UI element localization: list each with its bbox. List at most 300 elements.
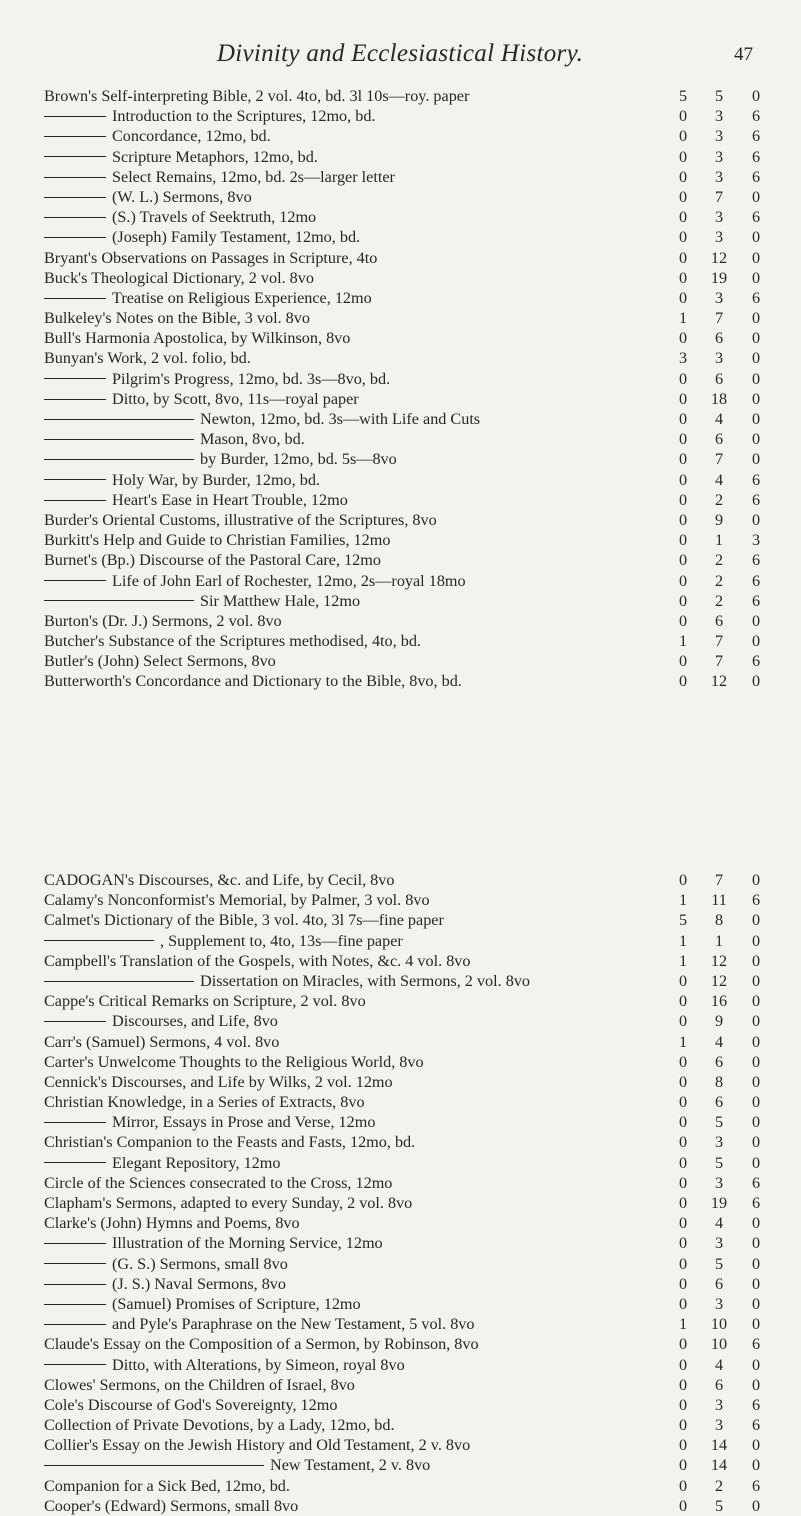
catalogue-entry: [0, 389, 801, 409]
price-pounds: 0: [678, 228, 688, 247]
price-shillings: 10: [710, 1335, 728, 1354]
price-pounds: 0: [678, 971, 688, 990]
price-pounds: 0: [678, 147, 688, 166]
catalogue-entry: [0, 1375, 801, 1395]
entry-title: [44, 429, 672, 449]
entry-title: [44, 328, 672, 348]
entry-title: [44, 910, 672, 930]
catalogue-entry: [0, 591, 801, 611]
entry-text: Burton's (Dr. J.) Sermons, 2 vol. 8vo: [44, 611, 282, 630]
entry-text: Companion for a Sick Bed, 12mo, bd.: [44, 1476, 290, 1495]
entry-title: [44, 931, 672, 951]
catalogue-entry: [0, 308, 801, 328]
price-shillings: 12: [710, 248, 728, 267]
price-pence: 0: [751, 309, 761, 328]
catalogue-entry: [0, 971, 801, 991]
entry-title: [44, 348, 672, 368]
page-number: 47: [734, 44, 753, 65]
price-pence: 0: [751, 951, 761, 970]
price-shillings: 9: [714, 510, 724, 529]
entry-title: [44, 167, 672, 187]
entry-title: [44, 1355, 672, 1375]
price-shillings: 8: [714, 911, 724, 930]
entry-text: Discourses, and Life, 8vo: [112, 1012, 278, 1031]
price-pounds: 0: [678, 369, 688, 388]
catalogue-entry: [0, 147, 801, 167]
price-shillings: 1: [714, 931, 724, 950]
entry-title: [44, 449, 672, 469]
entry-title: [44, 106, 672, 126]
entry-text: (J. S.) Naval Sermons, 8vo: [112, 1274, 286, 1293]
price-pounds: 0: [678, 1153, 688, 1172]
price-pence: 0: [751, 248, 761, 267]
price-shillings: 2: [714, 1476, 724, 1495]
entry-title: [44, 550, 672, 570]
catalogue-entry: [0, 571, 801, 591]
entry-text: and Pyle's Paraphrase on the New Testament, 5 vol. 8vo: [112, 1315, 475, 1334]
entry-title: [44, 971, 672, 991]
price-pounds: 0: [678, 1355, 688, 1374]
entry-text: Scripture Metaphors, 12mo, bd.: [112, 147, 318, 166]
price-shillings: 5: [714, 1153, 724, 1172]
ditto-rule: [44, 378, 106, 379]
price-pounds: 0: [678, 1476, 688, 1495]
price-pounds: 0: [678, 1072, 688, 1091]
entry-title: [44, 571, 672, 591]
catalogue-entry: [0, 328, 801, 348]
price-pence: 6: [751, 470, 761, 489]
price-pence: 0: [751, 1214, 761, 1233]
catalogue-entry: [0, 1112, 801, 1132]
price-pence: 0: [751, 228, 761, 247]
price-pounds: 0: [678, 992, 688, 1011]
price-shillings: 6: [714, 1375, 724, 1394]
ditto-rule: [44, 116, 106, 117]
price-pounds: 0: [678, 288, 688, 307]
price-shillings: 3: [714, 1173, 724, 1192]
entry-text: , Supplement to, 4to, 13s—fine paper: [160, 931, 403, 950]
entry-title: [44, 86, 672, 106]
ditto-rule: [44, 1021, 106, 1022]
entry-text: Butcher's Substance of the Scriptures methodised, 4to, bd.: [44, 632, 421, 651]
entry-text: Concordance, 12mo, bd.: [112, 127, 271, 146]
price-pence: 0: [751, 1436, 761, 1455]
entry-title: [44, 1173, 672, 1193]
price-pence: 6: [751, 1416, 761, 1435]
entry-title: [44, 631, 672, 651]
catalogue-entry: [0, 369, 801, 389]
price-shillings: 3: [714, 1133, 724, 1152]
entry-text: Calmet's Dictionary of the Bible, 3 vol. 4to, 3l 7s—fine paper: [44, 911, 444, 930]
price-pence: 0: [751, 1052, 761, 1071]
price-shillings: 4: [714, 1355, 724, 1374]
ditto-rule: [44, 1284, 106, 1285]
price-pence: 6: [751, 107, 761, 126]
price-pounds: 0: [678, 1214, 688, 1233]
price-shillings: 3: [714, 1294, 724, 1313]
catalogue-entry: [0, 248, 801, 268]
price-pounds: 0: [678, 871, 688, 889]
price-pence: 6: [751, 127, 761, 146]
ditto-rule: [44, 580, 106, 581]
price-pounds: 0: [678, 1234, 688, 1253]
catalogue-section-c: [0, 870, 801, 1516]
ditto-rule: [44, 479, 106, 480]
price-shillings: 12: [710, 951, 728, 970]
price-pounds: 0: [678, 430, 688, 449]
entry-text: Newton, 12mo, bd. 3s—with Life and Cuts: [200, 410, 481, 428]
price-pounds: 0: [678, 450, 688, 469]
catalogue-section-b: [0, 86, 801, 692]
catalogue-entry: [0, 1455, 801, 1475]
price-pence: 0: [751, 87, 761, 105]
price-shillings: 6: [714, 329, 724, 348]
price-pence: 0: [751, 611, 761, 630]
page-header: [0, 40, 801, 80]
price-pence: 6: [751, 1395, 761, 1414]
price-pence: 0: [751, 971, 761, 990]
price-shillings: 3: [714, 228, 724, 247]
catalogue-entry: [0, 890, 801, 910]
price-pence: 6: [751, 1476, 761, 1495]
entry-title: [44, 1011, 672, 1031]
ditto-rule: [44, 419, 194, 420]
entry-title: [44, 591, 672, 611]
price-pence: 0: [751, 1315, 761, 1334]
catalogue-entry: [0, 1415, 801, 1435]
price-pounds: 0: [678, 1395, 688, 1414]
price-pence: 6: [751, 147, 761, 166]
price-shillings: 12: [710, 672, 728, 691]
catalogue-entry: [0, 207, 801, 227]
ditto-rule: [44, 156, 106, 157]
ditto-rule: [44, 177, 106, 178]
price-pence: 6: [751, 1194, 761, 1212]
price-pence: 0: [751, 672, 761, 691]
price-pence: 0: [751, 268, 761, 287]
price-pence: 0: [751, 871, 761, 889]
entry-text: Collection of Private Devotions, by a Lady, 12mo, bd.: [44, 1416, 395, 1435]
price-shillings: 12: [710, 971, 728, 990]
price-pence: 3: [751, 531, 761, 550]
price-pounds: 0: [678, 1012, 688, 1031]
catalogue-entry: [0, 409, 801, 429]
price-shillings: 19: [710, 268, 728, 287]
price-shillings: 3: [714, 288, 724, 307]
entry-text: Burnet's (Bp.) Discourse of the Pastoral Care, 12mo: [44, 551, 381, 570]
price-shillings: 7: [714, 871, 724, 889]
entry-title: [44, 530, 672, 550]
price-pence: 0: [751, 510, 761, 529]
catalogue-entry: [0, 1355, 801, 1375]
ditto-rule: [44, 399, 106, 400]
entry-title: [44, 1314, 672, 1334]
entry-text: Mason, 8vo, bd.: [200, 430, 305, 449]
entry-title: [44, 611, 672, 631]
ditto-rule: [44, 1324, 106, 1325]
price-pence: 0: [751, 1456, 761, 1475]
price-pounds: 0: [678, 571, 688, 590]
price-pounds: 1: [678, 931, 688, 950]
price-shillings: 1: [714, 531, 724, 550]
price-shillings: 5: [714, 1113, 724, 1132]
price-shillings: 6: [714, 430, 724, 449]
catalogue-entry: [0, 550, 801, 570]
price-pence: 0: [751, 1093, 761, 1112]
price-pence: 6: [751, 551, 761, 570]
price-pounds: 1: [678, 1315, 688, 1334]
entry-title: [44, 991, 672, 1011]
ditto-rule: [44, 1364, 106, 1365]
price-shillings: 4: [714, 470, 724, 489]
entry-title: [44, 248, 672, 268]
entry-text: Select Remains, 12mo, bd. 2s—larger letter: [112, 167, 395, 186]
catalogue-entry: [0, 931, 801, 951]
price-pounds: 0: [678, 551, 688, 570]
ditto-rule: [44, 197, 106, 198]
entry-text: Claude's Essay on the Composition of a Sermon, by Robinson, 8vo: [44, 1335, 479, 1354]
entry-title: [44, 1375, 672, 1395]
entry-text: Brown's Self-interpreting Bible, 2 vol. 4to, bd. 3l 10s—roy. paper: [44, 87, 470, 105]
price-pence: 6: [751, 891, 761, 910]
entry-title: [44, 1395, 672, 1415]
entry-title: [44, 490, 672, 510]
entry-text: Clowes' Sermons, on the Children of Israel, 8vo: [44, 1375, 355, 1394]
price-pounds: 0: [678, 1456, 688, 1475]
ditto-rule: [44, 459, 194, 460]
entry-text: Bull's Harmonia Apostolica, by Wilkinson, 8vo: [44, 329, 351, 348]
entry-title: [44, 389, 672, 409]
entry-text: Mirror, Essays in Prose and Verse, 12mo: [112, 1113, 376, 1132]
price-pounds: 0: [678, 167, 688, 186]
price-shillings: 3: [714, 1234, 724, 1253]
catalogue-entry: [0, 1072, 801, 1092]
entry-text: Christian's Companion to the Feasts and Fasts, 12mo, bd.: [44, 1133, 416, 1152]
catalogue-entry: [0, 1193, 801, 1213]
price-shillings: 14: [710, 1436, 728, 1455]
ditto-rule: [44, 1304, 106, 1305]
entry-text: Ditto, with Alterations, by Simeon, royal 8vo: [112, 1355, 405, 1374]
entry-text: Ditto, by Scott, 8vo, 11s—royal paper: [112, 389, 359, 408]
entry-text: Clarke's (John) Hymns and Poems, 8vo: [44, 1214, 300, 1233]
ditto-rule: [44, 600, 194, 601]
price-pence: 6: [751, 591, 761, 610]
catalogue-entry: [0, 490, 801, 510]
catalogue-entry: [0, 910, 801, 930]
price-pounds: 0: [678, 1274, 688, 1293]
price-pounds: 0: [678, 1052, 688, 1071]
price-pence: 0: [751, 632, 761, 651]
price-shillings: 5: [714, 1254, 724, 1273]
price-pounds: 0: [678, 1375, 688, 1394]
ditto-rule: [44, 439, 194, 440]
price-pounds: 0: [678, 1173, 688, 1192]
catalogue-entry: [0, 530, 801, 550]
catalogue-entry: [0, 651, 801, 671]
ditto-rule: [44, 500, 106, 501]
price-pounds: 0: [678, 611, 688, 630]
entry-text: Burder's Oriental Customs, illustrative of the Scriptures, 8vo: [44, 510, 437, 529]
price-shillings: 8: [714, 1072, 724, 1091]
price-pence: 0: [751, 1012, 761, 1031]
catalogue-entry: [0, 470, 801, 490]
catalogue-entry: [0, 1476, 801, 1496]
price-pence: 0: [751, 1032, 761, 1051]
price-shillings: 7: [714, 187, 724, 206]
entry-title: [44, 651, 672, 671]
price-shillings: 2: [714, 490, 724, 509]
catalogue-entry: [0, 611, 801, 631]
catalogue-entry: [0, 1032, 801, 1052]
catalogue-entry: [0, 1092, 801, 1112]
price-pence: 0: [751, 1294, 761, 1313]
price-pounds: 0: [678, 1436, 688, 1455]
price-pounds: 5: [678, 911, 688, 930]
entry-title: [44, 870, 672, 890]
catalogue-entry: [0, 288, 801, 308]
price-pence: 0: [751, 369, 761, 388]
price-pounds: 0: [678, 591, 688, 610]
entry-text: Circle of the Sciences consecrated to the Cross, 12mo: [44, 1173, 393, 1192]
entry-title: [44, 1334, 672, 1354]
catalogue-entry: [0, 1435, 801, 1455]
price-shillings: 2: [714, 551, 724, 570]
price-shillings: 7: [714, 652, 724, 671]
entry-title: [44, 1092, 672, 1112]
catalogue-entry: [0, 1233, 801, 1253]
catalogue-entry: [0, 268, 801, 288]
catalogue-entry: [0, 1153, 801, 1173]
entry-text: by Burder, 12mo, bd. 5s—8vo: [200, 450, 397, 469]
entry-title: [44, 1476, 672, 1496]
entry-text: Clapham's Sermons, adapted to every Sunday, 2 vol. 8vo: [44, 1194, 413, 1212]
price-pounds: 1: [678, 951, 688, 970]
catalogue-entry: [0, 227, 801, 247]
entry-text: CADOGAN's Discourses, &c. and Life, by Cecil, 8vo: [44, 871, 395, 889]
catalogue-entry: [0, 126, 801, 146]
entry-title: [44, 1153, 672, 1173]
entry-text: Bryant's Observations on Passages in Scripture, 4to: [44, 248, 378, 267]
entry-title: [44, 951, 672, 971]
ditto-rule: [44, 298, 106, 299]
entry-title: [44, 1213, 672, 1233]
entry-text: Burkitt's Help and Guide to Christian Families, 12mo: [44, 531, 391, 550]
catalogue-entry: [0, 1173, 801, 1193]
price-shillings: 3: [714, 1395, 724, 1414]
price-shillings: 3: [714, 349, 724, 368]
price-pounds: 1: [678, 632, 688, 651]
ditto-rule: [44, 1263, 106, 1264]
entry-title: [44, 671, 672, 691]
catalogue-entry: [0, 106, 801, 126]
price-shillings: 19: [710, 1194, 728, 1212]
entry-title: [44, 510, 672, 530]
entry-title: [44, 369, 672, 389]
entry-title: [44, 268, 672, 288]
entry-text: (Samuel) Promises of Scripture, 12mo: [112, 1294, 361, 1313]
price-pence: 0: [751, 1254, 761, 1273]
ditto-rule: [44, 1162, 106, 1163]
entry-title: [44, 1132, 672, 1152]
price-pounds: 0: [678, 652, 688, 671]
price-shillings: 4: [714, 1214, 724, 1233]
catalogue-entry: [0, 1314, 801, 1334]
catalogue-entry: [0, 1011, 801, 1031]
entry-title: [44, 890, 672, 910]
entry-title: [44, 409, 672, 429]
price-pounds: 0: [678, 510, 688, 529]
price-pence: 0: [751, 1274, 761, 1293]
ditto-rule: [44, 981, 194, 982]
ditto-rule: [44, 217, 106, 218]
entry-text: Bulkeley's Notes on the Bible, 3 vol. 8vo: [44, 309, 310, 328]
price-pounds: 0: [678, 1093, 688, 1112]
price-shillings: 2: [714, 591, 724, 610]
price-pence: 0: [751, 1375, 761, 1394]
catalogue-entry: [0, 510, 801, 530]
entry-text: (G. S.) Sermons, small 8vo: [112, 1254, 288, 1273]
price-shillings: 7: [714, 309, 724, 328]
catalogue-entry: [0, 991, 801, 1011]
price-shillings: 3: [714, 127, 724, 146]
price-pounds: 0: [678, 1254, 688, 1273]
price-pence: 6: [751, 490, 761, 509]
price-pounds: 0: [678, 531, 688, 550]
catalogue-entry: [0, 631, 801, 651]
entry-title: [44, 1052, 672, 1072]
price-pence: 0: [751, 1072, 761, 1091]
entry-text: Campbell's Translation of the Gospels, with Notes, &c. 4 vol. 8vo: [44, 951, 471, 970]
entry-text: New Testament, 2 v. 8vo: [270, 1456, 431, 1475]
running-title: Divinity and Ecclesiastical History.: [216, 40, 584, 67]
ditto-rule: [44, 1243, 106, 1244]
entry-title: [44, 207, 672, 227]
price-pence: 0: [751, 1113, 761, 1132]
entry-title: [44, 147, 672, 167]
catalogue-entry: [0, 187, 801, 207]
entry-text: Butterworth's Concordance and Dictionary to the Bible, 8vo, bd.: [44, 672, 462, 691]
entry-text: (W. L.) Sermons, 8vo: [112, 187, 252, 206]
entry-title: [44, 187, 672, 207]
price-pence: 0: [751, 911, 761, 930]
entry-title: [44, 126, 672, 146]
price-pounds: 0: [678, 1416, 688, 1435]
price-pounds: 0: [678, 470, 688, 489]
entry-title: [44, 227, 672, 247]
catalogue-entry: [0, 348, 801, 368]
price-pence: 6: [751, 288, 761, 307]
catalogue-entry: [0, 1274, 801, 1294]
entry-text: Carr's (Samuel) Sermons, 4 vol. 8vo: [44, 1032, 280, 1051]
price-pence: 6: [751, 208, 761, 227]
price-shillings: 7: [714, 632, 724, 651]
price-pounds: 1: [678, 891, 688, 910]
price-pence: 0: [751, 931, 761, 950]
price-shillings: 16: [710, 992, 728, 1011]
price-pence: 0: [751, 1496, 761, 1515]
price-shillings: 3: [714, 167, 724, 186]
price-pounds: 0: [678, 1113, 688, 1132]
price-shillings: 6: [714, 1052, 724, 1071]
entry-text: Carter's Unwelcome Thoughts to the Religious World, 8vo: [44, 1052, 424, 1071]
price-pounds: 0: [678, 1194, 688, 1212]
price-pounds: 0: [678, 1294, 688, 1313]
price-pence: 0: [751, 992, 761, 1011]
entry-title: [44, 470, 672, 490]
catalogue-entry: [0, 951, 801, 971]
price-pence: 0: [751, 1234, 761, 1253]
entry-text: Pilgrim's Progress, 12mo, bd. 3s—8vo, bd.: [112, 369, 391, 388]
